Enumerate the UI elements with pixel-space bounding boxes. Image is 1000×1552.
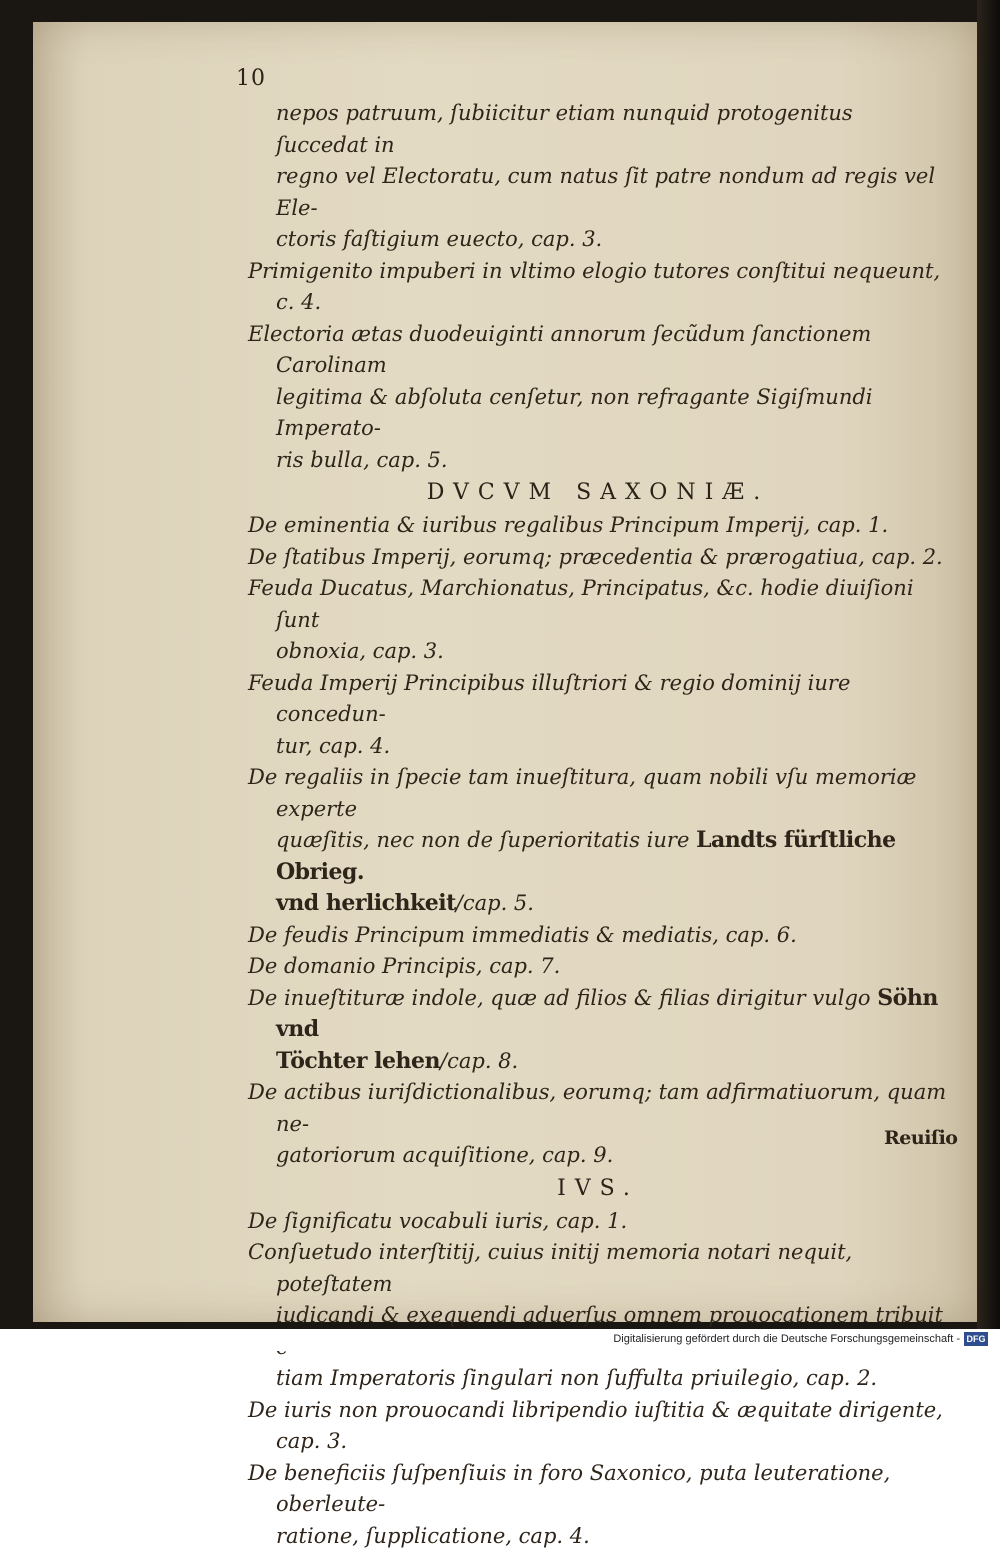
text-line: De regaliis in ſpecie tam inueſtitura, quam nobili vſu memoriæ experte bbox=[248, 762, 948, 825]
text-line: De feudis Principum immediatis & mediatis, cap. 6. bbox=[248, 920, 948, 952]
text-line: Electoria ætas duodeuiginti annorum ſecũdum ſanctionem Carolinam bbox=[248, 319, 948, 382]
scan-edge bbox=[977, 0, 1000, 1329]
dfg-logo-icon: DFG bbox=[964, 1332, 988, 1346]
text-line: Primigenito impuberi in vltimo elogio tutores conſtitui nequeunt, c. 4. bbox=[248, 256, 948, 319]
fraktur-text: Söhn vnd bbox=[276, 985, 938, 1043]
text-line: obnoxia, cap. 3. bbox=[248, 636, 948, 668]
text-line: ctoris faſtigium euecto, cap. 3. bbox=[248, 224, 948, 256]
text-line: De ſignificatu vocabuli iuris, cap. 1. bbox=[248, 1206, 948, 1238]
fraktur-text: Landts fürſtliche Obrieg. bbox=[276, 827, 896, 885]
text-line: De beneficiis ſuſpenſiuis in foro Saxonico, puta leuteratione, oberleute- bbox=[248, 1458, 948, 1521]
page-number: 10 bbox=[236, 66, 266, 91]
section-heading: IVS. bbox=[248, 1172, 948, 1206]
text-line: Conſuetudo interſtitij, cuius initij memoria notari nequit, poteſtatem bbox=[248, 1237, 948, 1300]
fraktur-text: Töchter lehen bbox=[276, 1048, 440, 1074]
text-line: gatoriorum acquiſitione, cap. 9. bbox=[248, 1140, 948, 1172]
text-line: tiam Imperatoris ſingulari non ſuffulta priuilegio, cap. 2. bbox=[248, 1363, 948, 1395]
section-heading: DVCVM SAXONIÆ. bbox=[248, 476, 948, 510]
text-line: Feuda Ducatus, Marchionatus, Principatus, &c. hodie diuiſioni ſunt bbox=[248, 573, 948, 636]
text-line bbox=[248, 825, 948, 888]
text-fragment: /cap. 5. bbox=[456, 891, 534, 915]
text-fragment: quæſitis, nec non de ſuperioritatis iure bbox=[276, 828, 689, 852]
text-line: iudicandi & exequendi aduerſus omnem prouocationem tribuit bbox=[248, 1300, 948, 1363]
text-line bbox=[248, 983, 948, 1046]
text-fragment: De inueſtituræ indole, quæ ad filios & filias dirigitur vulgo bbox=[248, 986, 871, 1010]
catchword: Reuiſio bbox=[884, 1127, 957, 1149]
text-line: ratione, ſupplicatione, cap. 4. bbox=[248, 1521, 948, 1552]
text-line: legitima & abſoluta cenſetur, non refragante Sigiſmundi Imperato- bbox=[248, 382, 948, 445]
text-line: tur, cap. 4. bbox=[248, 731, 948, 763]
text-line: nepos patruum, ſubiicitur etiam nunquid protogenitus ſuccedat in bbox=[248, 98, 948, 161]
text-line: ris bulla, cap. 5. bbox=[248, 445, 948, 477]
text-line: De eminentia & iuribus regalibus Principum Imperij, cap. 1. bbox=[248, 510, 948, 542]
footer-bar bbox=[0, 1329, 1000, 1351]
text-fragment: /cap. 8. bbox=[440, 1049, 518, 1073]
text-line: De iuris non prouocandi libripendio iuſtitia & æquitate dirigente, bbox=[248, 1395, 948, 1427]
fraktur-text: vnd herlichkeit bbox=[276, 890, 456, 916]
text-line: regno vel Electoratu, cum natus ſit patre nondum ad regis vel Ele- bbox=[248, 161, 948, 224]
text-line bbox=[248, 1046, 948, 1078]
text-line: De domanio Principis, cap. 7. bbox=[248, 951, 948, 983]
footer-credit: Digitalisierung gefördert durch die Deutsche Forschungsgemeinschaft - bbox=[613, 1333, 960, 1345]
text-line: cap. 3. bbox=[248, 1426, 948, 1458]
text-line bbox=[248, 888, 948, 920]
text-line: Feuda Imperij Principibus illuſtriori & regio dominij iure concedun- bbox=[248, 668, 948, 731]
text-line: De ſtatibus Imperij, eorumq; præcedentia & prærogatiua, cap. 2. bbox=[248, 542, 948, 574]
text-line: De actibus iuriſdictionalibus, eorumq; tam adfirmatiuorum, quam ne- bbox=[248, 1077, 948, 1140]
